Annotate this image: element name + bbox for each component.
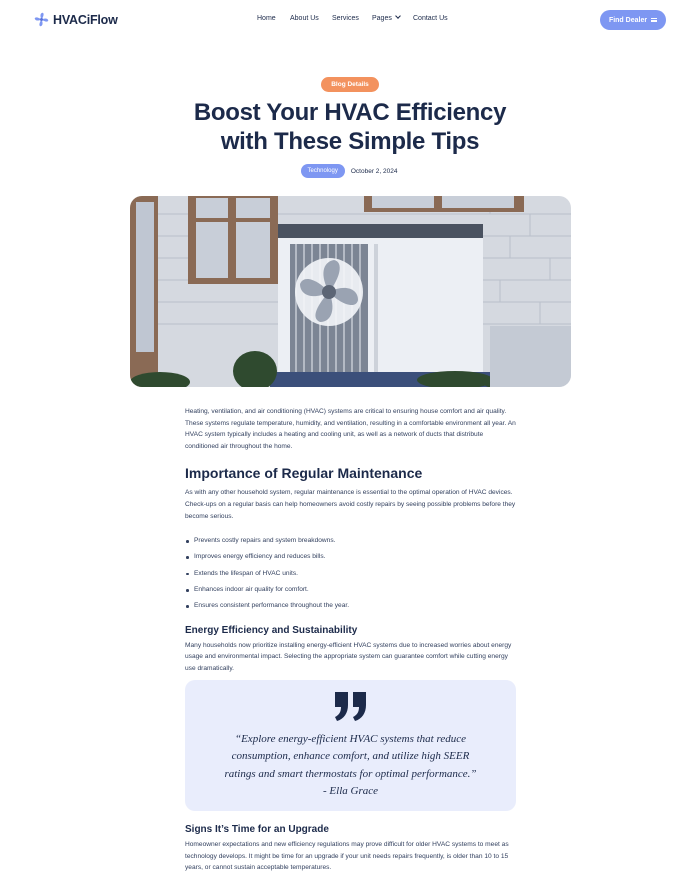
quote-text: [205, 731, 496, 801]
list-item: Improves energy efficiency and reduces bills.: [185, 549, 517, 565]
quote-icon: [333, 690, 369, 722]
site-header: [0, 0, 698, 40]
upgrade-section: [185, 823, 517, 874]
article-body: [185, 406, 517, 674]
nav-contact-us[interactable]: Contact Us: [413, 15, 448, 22]
main-nav: [0, 12, 698, 27]
list-item: Extends the lifespan of HVAC units.: [185, 566, 517, 582]
section-body-upgrade: Homeowner expectations and new efficiency regulations may prove difficult for older HVAC systems to meet as technology develops. It might be time for an upgrade if your unit needs repairs frequently, is older than 10 to 15 years, or cannot sustain acceptable temperatures.: [185, 841, 509, 872]
find-dealer-label: Find Dealer: [608, 16, 648, 24]
quote-line-2: consumption, enhance comfort, and utilize high SEER: [231, 750, 470, 763]
section-body-energy: Many households now prioritize installing energy-efficient HVAC systems due to increased worries about energy usage and environmental impact. Selecting the appropriate system can guarantee comfort while cutting energy use dramatically.: [185, 641, 512, 672]
list-item: Prevents costly repairs and system breakdowns.: [185, 533, 517, 549]
section-title-upgrade: Signs It’s Time for an Upgrade: [185, 824, 329, 835]
find-dealer-button[interactable]: [600, 10, 666, 30]
intro-paragraph: Heating, ventilation, and air conditioning (HVAC) systems are critical to ensuring house comfort and air quality. These systems regulate temperature, humidity, and ventilation, resulting in a comfortable environment all year. An HVAC system typically includes a heating and cooling unit, as well as a network of ducts that distribute conditioned air throughout the home.: [185, 408, 516, 450]
section-title-energy: Energy Efficiency and Sustainability: [185, 624, 358, 636]
section-body-maintenance: As with any other household system, regular maintenance is essential to the optimal operation of HVAC devices. Check-ups on a regular basis can help homeowners avoid costly repairs by seeing possible problems before they become serious.: [185, 489, 516, 520]
quote-line-3: ratings and smart thermostats for optimal performance.”: [224, 767, 477, 780]
brand-name: HVACiFlow: [53, 12, 118, 27]
post-meta: [0, 164, 698, 178]
category-tag[interactable]: Technology: [301, 164, 345, 178]
hero-image: [130, 196, 571, 387]
hvac-unit-illustration: [130, 196, 571, 387]
benefits-list: [185, 533, 517, 614]
page-title: [150, 98, 550, 156]
list-item: Enhances indoor air quality for comfort.: [185, 582, 517, 598]
nav-about-us[interactable]: About Us: [290, 15, 319, 22]
list-item: Ensures consistent performance throughout the year.: [185, 598, 517, 614]
title-line-2: with These Simple Tips: [220, 128, 480, 155]
blog-details-badge: Blog Details: [321, 77, 379, 92]
post-date: October 2, 2024: [350, 167, 398, 175]
quote-line-1: “Explore energy-efficient HVAC systems that reduce: [234, 733, 467, 745]
title-line-1: Boost Your HVAC Efficiency: [193, 99, 507, 126]
nav-pages[interactable]: [372, 15, 400, 22]
quote-author: - Ella Grace: [323, 785, 378, 798]
blockquote: [185, 680, 516, 811]
nav-pages-label: Pages: [372, 15, 392, 22]
nav-home[interactable]: Home: [257, 15, 276, 22]
nav-services[interactable]: Services: [332, 15, 359, 22]
section-title-maintenance: Importance of Regular Maintenance: [185, 465, 423, 482]
menu-icon: [651, 18, 657, 22]
chevron-down-icon: [395, 13, 401, 19]
